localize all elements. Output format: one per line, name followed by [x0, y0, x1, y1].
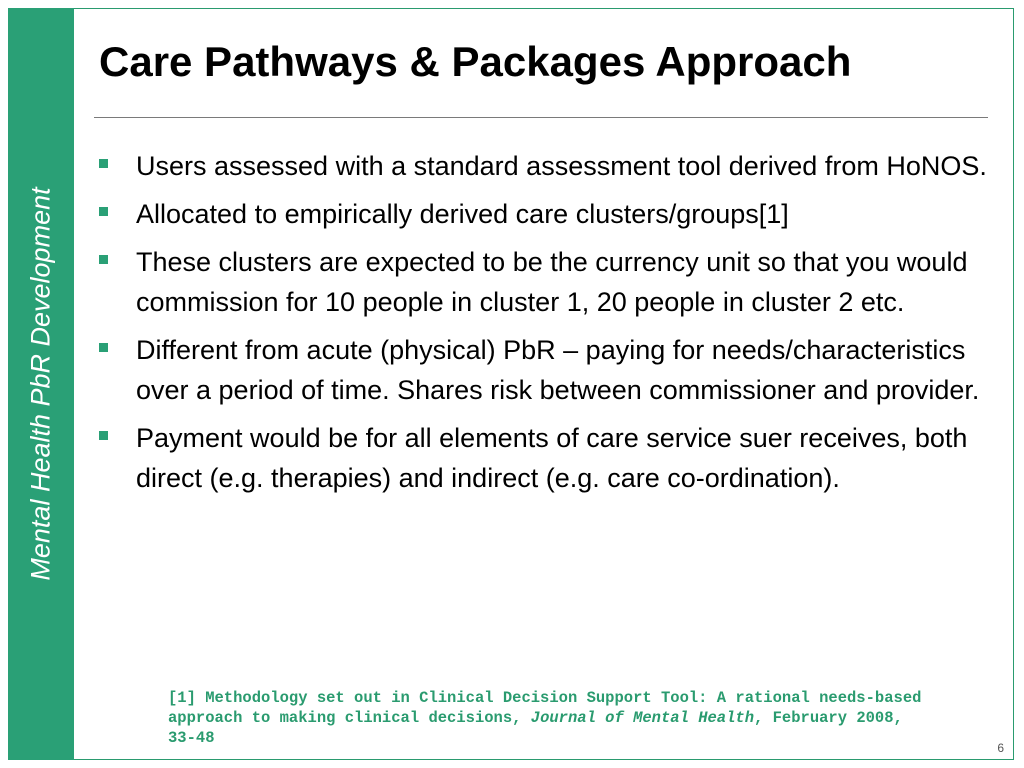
bullet-item [96, 146, 996, 186]
bullet-text: Payment would be for all elements of care service suer receives, both direct (e.g. therapies) and indirect (e.g. care co-ordination). [136, 423, 968, 493]
bullet-text: Users assessed with a standard assessment tool derived from HoNOS. [136, 151, 987, 181]
square-bullet-icon [99, 431, 108, 440]
square-bullet-icon [99, 207, 108, 216]
footnote-citation: , February 2008, 33-48 [168, 709, 903, 747]
bullet-item [96, 194, 996, 234]
bullet-text: Different from acute (physical) PbR – paying for needs/characteristics over a period of time. Shares risk between commissioner and provider. [136, 335, 980, 405]
square-bullet-icon [99, 255, 108, 264]
bullet-text: These clusters are expected to be the currency unit so that you would commission for 10 people in cluster 1, 20 people in cluster 2 etc. [136, 247, 968, 317]
sidebar-label: Mental Health PbR Development [25, 187, 56, 581]
bullet-list [96, 146, 996, 506]
bullet-item [96, 330, 996, 410]
footnote-journal: Journal of Mental Health [530, 709, 755, 727]
bullet-text: Allocated to empirically derived care clusters/groups[1] [136, 199, 789, 229]
page-number: 6 [997, 741, 1004, 755]
slide-title: Care Pathways & Packages Approach [99, 38, 852, 85]
bullet-item [96, 242, 996, 322]
square-bullet-icon [99, 159, 108, 168]
square-bullet-icon [99, 343, 108, 352]
bullet-item [96, 418, 996, 498]
footnote [168, 688, 928, 748]
title-divider [94, 117, 988, 118]
footnote-text: [1] Methodology set out in Clinical Decision Support Tool: A rational needs-based approach to making clinical decisions, [168, 689, 922, 727]
